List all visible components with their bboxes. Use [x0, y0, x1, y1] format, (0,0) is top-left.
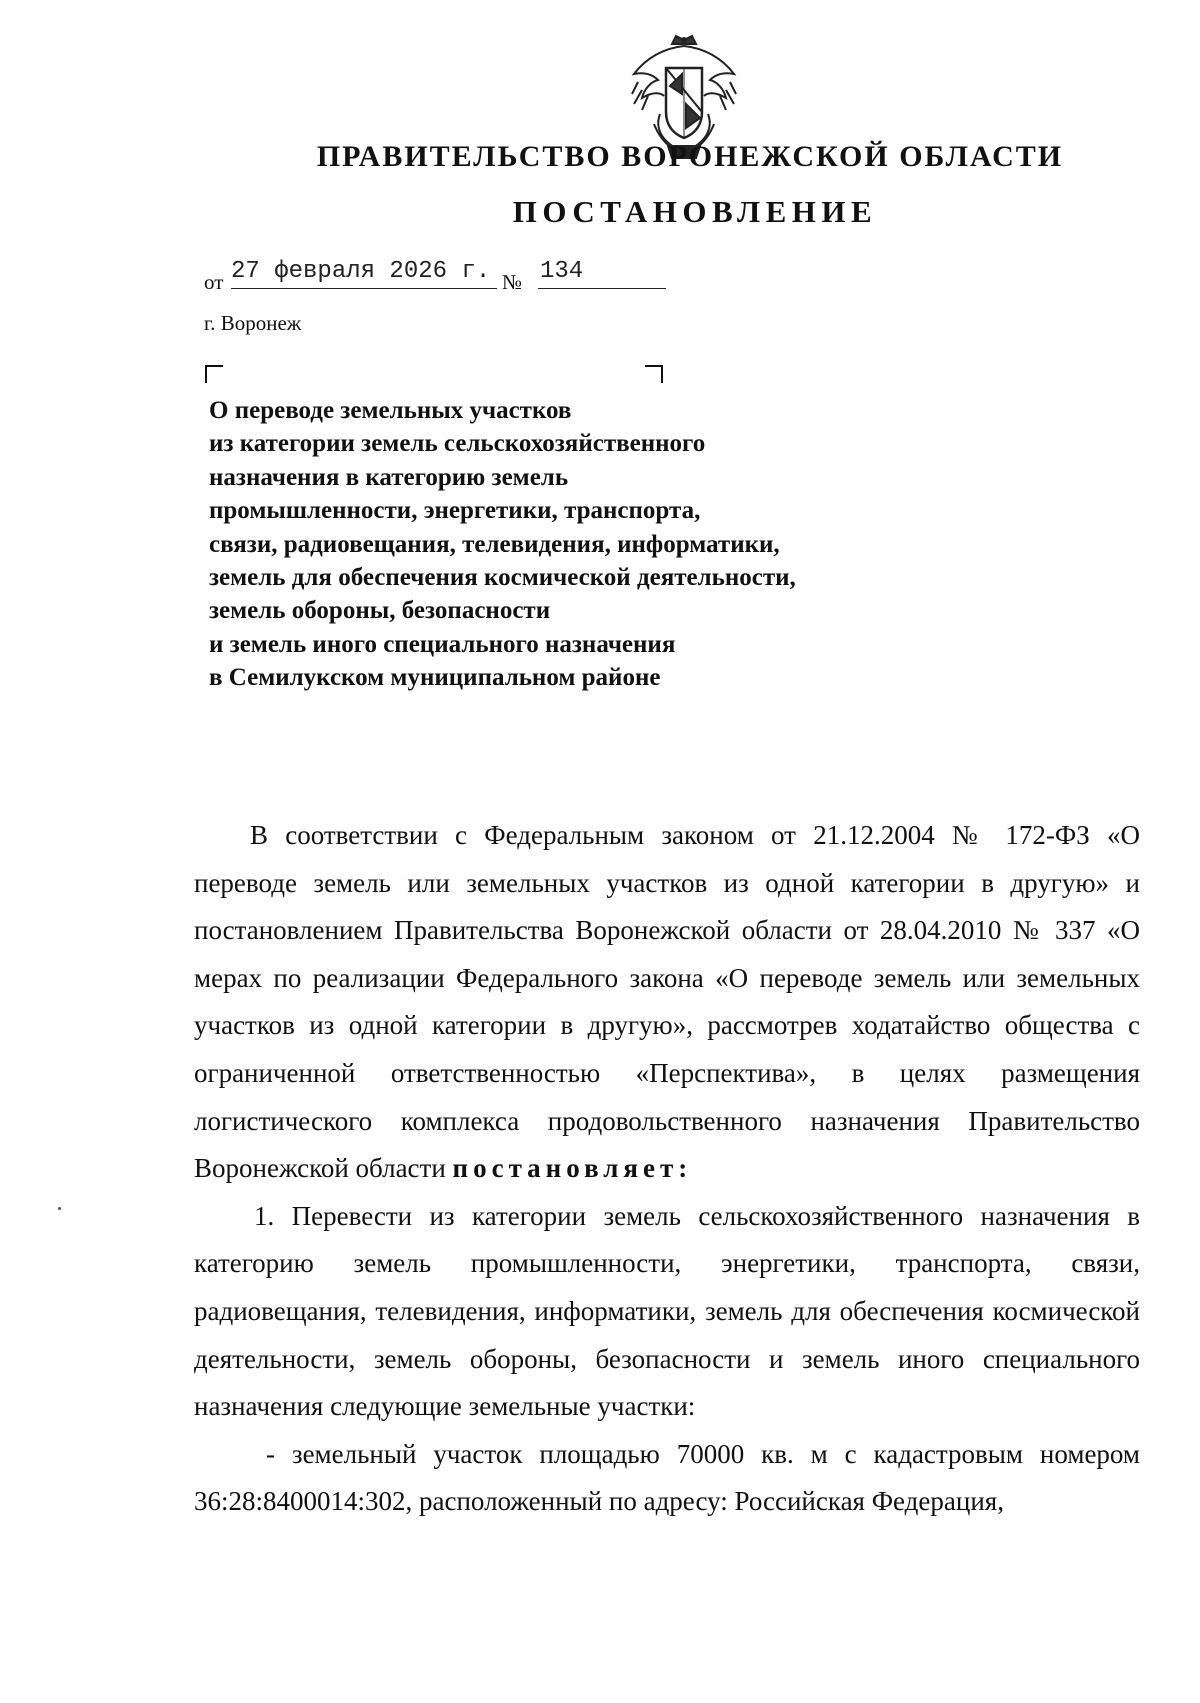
subject-bracket-right [645, 365, 663, 383]
subject-line: из категории земель сельскохозяйственного [209, 430, 706, 458]
document-number: 134 [540, 258, 584, 285]
subject-line: земель для обеспечения космической деятельности, [209, 564, 796, 592]
subject-line: земель обороны, безопасности [209, 597, 551, 625]
decree-word: постановляет: [452, 1153, 693, 1184]
document-date: 27 февраля 2026 г. [231, 258, 491, 285]
subject-line: в Семилукском муниципальном районе [209, 664, 661, 692]
number-label: № [502, 270, 523, 294]
land-plot-paragraph: - земельный участок площадью 70000 кв. м с кадастровым номером 36:28:8400014:302, расположенный по адресу: Российская Федерация, [194, 1438, 1140, 1517]
preamble-text: В соответствии с Федеральным законом от 21.12.2004 № 172-ФЗ «О переводе земель или земельных участков из одной категории в другую» и постановлением Правительства Воронежской области от 28.04.2010 № 337 «О мерах по реализации Федерального закона «О переводе земель или земельных участков из одной категории в другую», рассмотрев ходатайство общества с ограниченной ответственностью «Перспектива», в целях размещения логистического комплекса продовольственного назначения Правительство Воронежской области [194, 820, 1140, 1184]
document-type: ПОСТАНОВЛЕНИЕ [512, 194, 878, 229]
document-subject [209, 394, 796, 695]
subject-line: и земель иного специального назначения [209, 630, 676, 658]
subject-line: связи, радиовещания, телевидения, информатики, [209, 530, 780, 558]
number-underline [538, 288, 666, 289]
registration-line [204, 258, 666, 298]
date-prefix: от [204, 270, 224, 294]
document-body [194, 812, 1140, 1526]
scan-speck [58, 1207, 61, 1210]
date-underline [231, 288, 497, 289]
city: г. Воронеж [204, 311, 302, 335]
subject-line: промышленности, энергетики, транспорта, [209, 497, 701, 525]
preamble-paragraph [194, 812, 1140, 1193]
subject-line: назначения в категорию земель [209, 463, 569, 491]
subject-line: О переводе земельных участков [209, 397, 572, 424]
subject-bracket-left [205, 365, 223, 383]
government-title: ПРАВИТЕЛЬСТВО ВОРОНЕЖСКОЙ ОБЛАСТИ [316, 140, 1064, 173]
item-1-paragraph: 1. Перевести из категории земель сельскохозяйственного назначения в категорию земель промышленности, энергетики, транспорта, связи, радиовещания, телевидения, информатики, земель для обеспечения космической деятельности, земель обороны, безопасности и земель иного специального назначения следующие земельные участки: [194, 1200, 1140, 1422]
